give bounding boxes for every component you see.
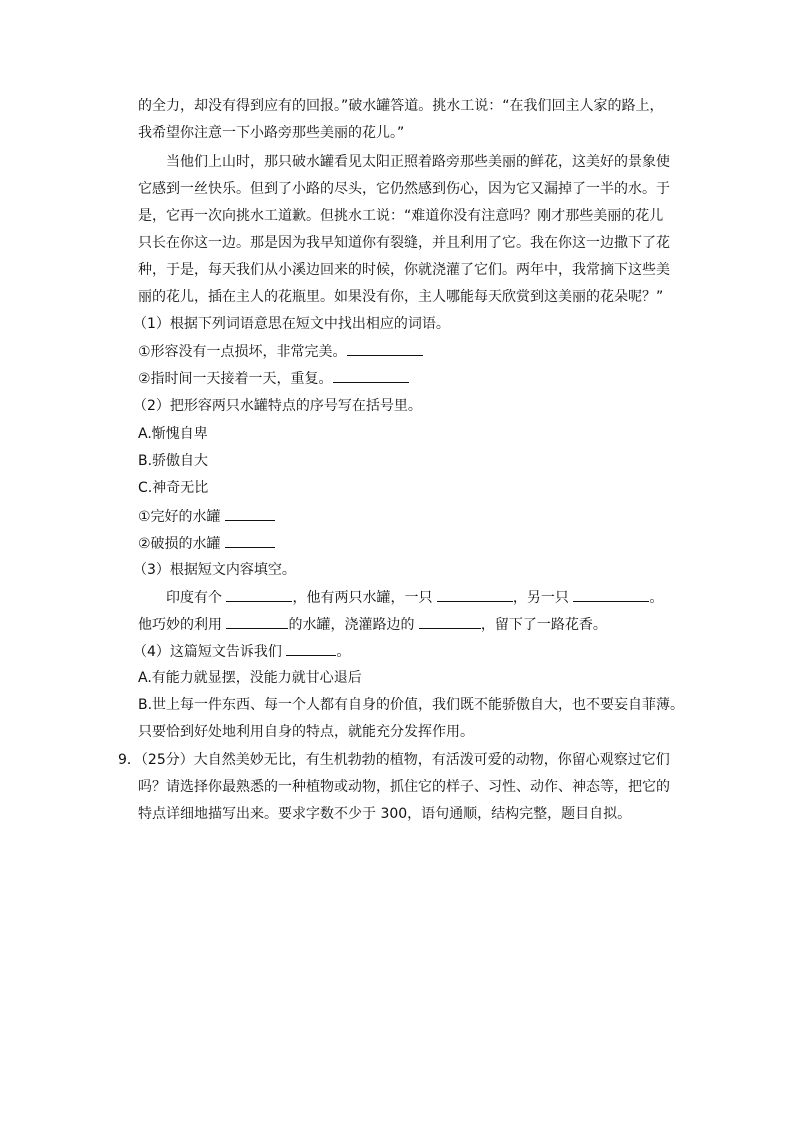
option-c: C.神奇无比 — [138, 480, 209, 496]
sentence-text: ，留下了一路花香。 — [480, 617, 607, 633]
question-title: （1）根据下列词语意思在短文中找出相应的词语。 — [133, 316, 450, 332]
fill-sentence — [166, 587, 663, 608]
option-a: A.惭愧自卑 — [138, 426, 208, 442]
option-a: A.有能力就显摆，没能力就甘心退后 — [138, 670, 362, 686]
question-title: （3）根据短文内容填空。 — [133, 562, 296, 578]
question-title — [133, 641, 350, 662]
passage-line: 丽的花儿，插在主人的花瓶里。如果没有你，主人哪能每天欣赏到这美丽的花朵呢？” — [138, 289, 664, 305]
title-text: （4）这篇短文告诉我们 — [133, 644, 282, 660]
passage-line: 当他们上山时，那只破水罐看见太阳正照着路旁那些美丽的鲜花，这美好的景象使 — [166, 154, 670, 170]
option-b-continued: 只要恰到好处地利用自身的特点，就能充分发挥作用。 — [138, 724, 474, 740]
item-text: ①完好的水罐 — [138, 509, 221, 525]
answer-blank[interactable] — [347, 341, 423, 356]
question-text: 特点详细地描写出来。要求字数不少于 300，语句通顺，结构完整，题目自拟。 — [138, 806, 632, 822]
sentence-text: 他巧妙的利用 — [138, 617, 222, 633]
answer-blank[interactable] — [226, 614, 288, 629]
answer-blank[interactable] — [225, 533, 275, 548]
fill-sentence — [138, 614, 607, 635]
question-item — [138, 341, 423, 362]
sentence-text: ，另一只 — [512, 590, 569, 606]
passage-line: 它感到一丝快乐。但到了小路的尽头，它仍然感到伤心，因为它又漏掉了一半的水。于 — [138, 181, 670, 197]
sentence-text: 的水罐，浇灌路边的 — [288, 617, 415, 633]
item-text: ①形容没有一点损坏，非常完美。 — [138, 344, 347, 360]
passage-line: 是，它再一次向挑水工道歉。但挑水工说：“难道你没有注意吗？刚才那些美丽的花儿 — [138, 208, 664, 224]
passage-line: 我希望你注意一下小路旁那些美丽的花儿。” — [138, 125, 405, 141]
sentence-text: 印度有个 — [166, 590, 222, 606]
passage-line: 种，于是，每天我们从小溪边回来的时候，你就浇灌了它们。两年中，我常摘下这些美 — [138, 262, 670, 278]
item-text: ②破损的水罐 — [138, 536, 221, 552]
sentence-text: ，他有两只水罐，一只 — [292, 590, 433, 606]
option-b: B.世上每一件东西、每一个人都有自身的价值，我们既不能骄傲自大，也不要妄自菲薄。 — [138, 697, 685, 713]
item-text: ②指时间一天接着一天，重复。 — [138, 371, 333, 387]
answer-blank[interactable] — [286, 641, 336, 656]
option-b: B.骄傲自大 — [138, 453, 209, 469]
answer-blank[interactable] — [419, 614, 481, 629]
passage-line: 的全力，却没有得到应有的回报。”破水罐答道。挑水工说：“在我们回主人家的路上， — [138, 98, 664, 114]
answer-blank[interactable] — [225, 506, 275, 521]
question-text: 吗？请选择你最熟悉的一种植物或动物，抓住它的样子、习性、动作、神态等，把它的 — [138, 779, 670, 795]
sentence-text: 。 — [649, 590, 664, 606]
answer-blank[interactable] — [573, 587, 649, 602]
title-text: 。 — [336, 644, 351, 660]
question-title: （2）把形容两只水罐特点的序号写在括号里。 — [133, 398, 422, 414]
question-item — [138, 368, 409, 389]
answer-blank[interactable] — [226, 587, 292, 602]
question-item — [138, 533, 275, 554]
answer-blank[interactable] — [333, 368, 409, 383]
answer-blank[interactable] — [437, 587, 513, 602]
question-item — [138, 506, 275, 527]
passage-line: 只长在你这一边。那是因为我早知道你有裂缝，并且利用了它。我在你这一边撒下了花 — [138, 235, 670, 251]
question-text: 9．（25分）大自然美妙无比，有生机勃勃的植物，有活泼可爱的动物，你留心观察过它们 — [118, 752, 670, 768]
